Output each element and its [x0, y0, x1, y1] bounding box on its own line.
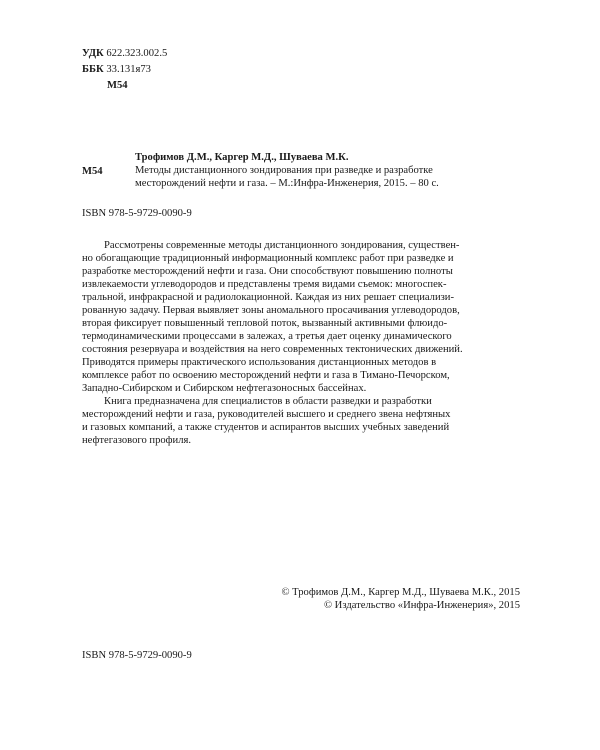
author-mark-top: М54 — [107, 80, 128, 91]
author-mark-biblio: М54 — [82, 166, 103, 177]
authors-line: Трофимов Д.М., Каргер М.Д., Шуваева М.К. — [135, 152, 349, 163]
title-line-2: месторождений нефти и газа. – М.:Инфра-Инженерия, 2015. – 80 с. — [135, 178, 439, 189]
copyright-authors: © Трофимов Д.М., Каргер М.Д., Шуваева М.К., 2015 — [281, 587, 520, 598]
udk-value: 622.323.002.5 — [106, 48, 168, 59]
abstract-line: месторождений нефти и газа, руководителей высшего и среднего звена нефтяных — [82, 409, 451, 420]
udk-label: УДК — [82, 48, 104, 59]
copyright-publisher: © Издательство «Инфра-Инженерия», 2015 — [323, 600, 520, 611]
abstract-line: Приводятся примеры практического использования дистанционных методов в — [82, 357, 437, 368]
copyright-block — [281, 586, 520, 612]
abstract-line: Рассмотрены современные методы дистанционного зондирования, существен- — [104, 240, 460, 251]
abstract-line: и газовых компаний, а также студентов и аспирантов высших учебных заведений — [82, 422, 450, 433]
bbk-label: ББК — [82, 64, 104, 75]
abstract — [82, 239, 522, 447]
abstract-line: Западно-Сибирском и Сибирском нефтегазоносных бассейнах. — [82, 383, 367, 394]
abstract-line: состояния резервуара и воздействия на него современных тектонических движений. — [82, 344, 463, 355]
bbk-line — [82, 63, 151, 76]
abstract-line: вторая фиксирует повышенный тепловой поток, вызванный активными флюидо- — [82, 318, 448, 329]
abstract-line: но обогащающие традиционный информационный комплекс работ при разведке и — [82, 253, 454, 264]
isbn-bottom: ISBN 978-5-9729-0090-9 — [82, 650, 192, 661]
abstract-line: рованную задачу. Первая выявляет зоны аномального просачивания углеводородов, — [82, 305, 460, 316]
title-line-1: Методы дистанционного зондирования при разведке и разработке — [135, 165, 433, 176]
abstract-line: нефтегазового профиля. — [82, 435, 192, 446]
abstract-line: разработке месторождений нефти и газа. Они способствуют повышению полноты — [82, 266, 453, 277]
abstract-line: извлекаемости углеводородов и представлены тремя видами съемок: многоспек- — [82, 279, 447, 290]
abstract-line: комплексе работ по освоению месторождений нефти и газа в Тимано-Печорском, — [82, 370, 450, 381]
bbk-value: 33.131я73 — [106, 64, 151, 75]
isbn-top: ISBN 978-5-9729-0090-9 — [82, 208, 192, 219]
abstract-line: Книга предназначена для специалистов в области разведки и разработки — [104, 396, 432, 407]
abstract-line: тральной, инфракрасной и радиолокационной. Каждая из них решает специализи- — [82, 292, 455, 303]
abstract-line: термодинамическими процессами в залежах, а третья дает оценку динамического — [82, 331, 452, 342]
udk-line — [82, 47, 167, 60]
